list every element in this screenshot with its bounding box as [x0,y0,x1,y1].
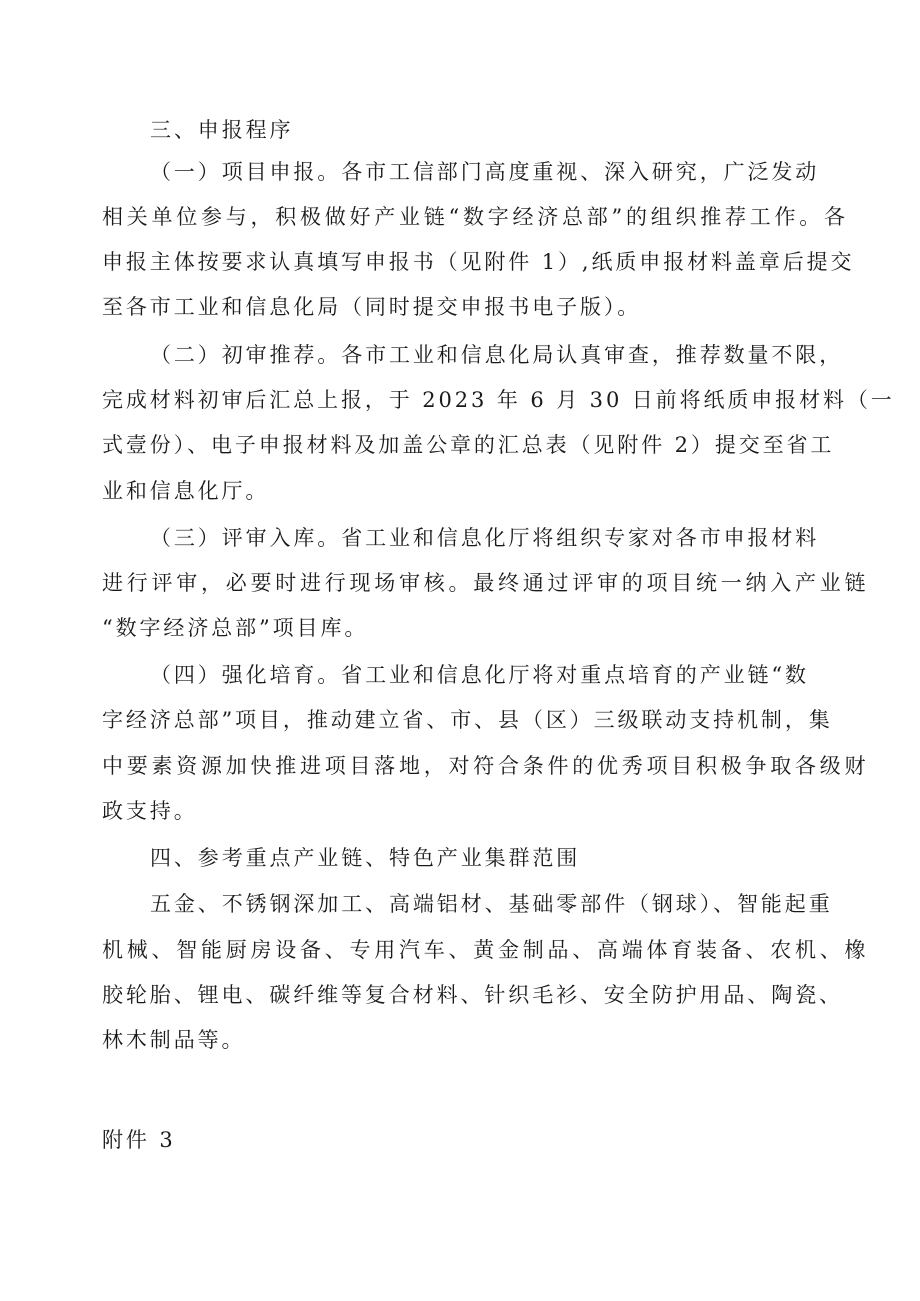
paragraph-line: 至各市工业和信息化局（同时提交申报书电子版）。 [102,295,642,319]
paragraph-line: 林木制品等。 [102,1028,246,1052]
paragraph-line: 机械、智能厨房设备、专用汽车、黄金制品、高端体育装备、农机、橡 [102,938,870,962]
paragraph-line: （四）强化培育。省工业和信息化厅将对重点培育的产业链“数 [150,663,809,687]
paragraph-line: 进行评审，必要时进行现场审核。最终通过评审的项目统一纳入产业链 [102,571,870,595]
paragraph-line: 式壹份）、电子申报材料及加盖公章的汇总表（见附件 2）提交至省工 [102,433,835,457]
paragraph-line: 中要素资源加快推进项目落地，对符合条件的优秀项目积极争取各级财 [102,754,870,778]
paragraph-line: 完成材料初审后汇总上报，于 2023 年 6 月 30 日前将纸质申报材料（一 [102,388,895,412]
paragraph-line: 胶轮胎、锂电、碳纤维等复合材料、针织毛衫、安全防护用品、陶瓷、 [102,983,843,1007]
paragraph-line: “数字经济总部”项目库。 [102,616,369,640]
attachment-label: 附件 3 [102,1128,176,1152]
section-heading-procedure: 三、申报程序 [150,118,294,142]
paragraph-line: （一）项目申报。各市工信部门高度重视、深入研究，广泛发动 [150,160,820,184]
paragraph-line: 政支持。 [102,799,198,823]
paragraph-line: 申报主体按要求认真填写申报书（见附件 1）,纸质申报材料盖章后提交 [102,250,855,274]
paragraph-line: 业和信息化厅。 [102,479,270,503]
paragraph-line: 相关单位参与，积极做好产业链“数字经济总部”的组织推荐工作。各 [102,205,849,229]
paragraph-line: 字经济总部”项目，推动建立省、市、县（区）三级联动支持机制，集 [102,708,833,732]
section-heading-industry-scope: 四、参考重点产业链、特色产业集群范围 [150,846,581,870]
paragraph-line: 五金、不锈钢深加工、高端铝材、基础零部件（钢球）、智能起重 [150,892,833,916]
paragraph-line: （三）评审入库。省工业和信息化厅将组织专家对各市申报材料 [150,526,820,550]
paragraph-line: （二）初审推荐。各市工业和信息化局认真审查，推荐数量不限， [150,343,844,367]
